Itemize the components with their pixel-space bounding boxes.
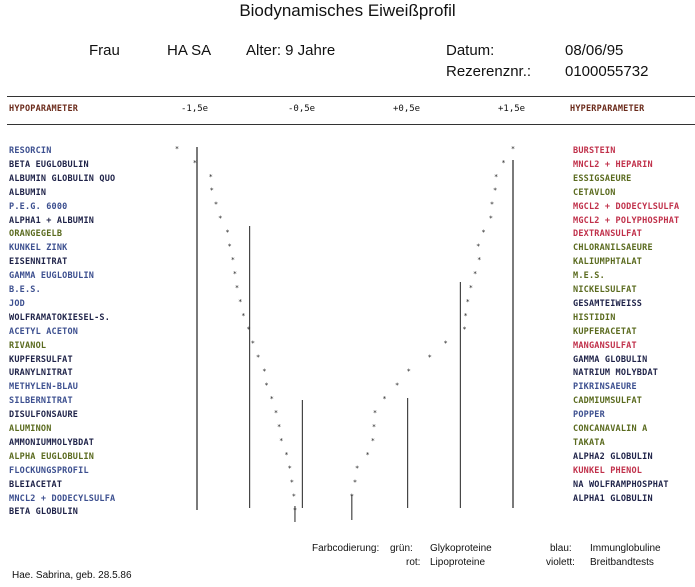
profile-point-right: * xyxy=(354,464,360,473)
hyperparameter-label: MNCL2 + HEPARIN xyxy=(573,159,653,170)
hypoparameter-label: METHYLEN-BLAU xyxy=(9,382,79,393)
profile-point-left: * xyxy=(225,228,230,237)
hypoparameter-label: DISULFONSAURE xyxy=(9,410,79,421)
hyperparameter-header: HYPERPARAMETER xyxy=(570,104,645,114)
hypoparameter-label: ALUMINON xyxy=(9,424,52,434)
profile-point-right: * xyxy=(365,450,370,459)
hyperparameter-label: NA WOLFRAMPHOSPHAT xyxy=(573,479,669,490)
profile-point-right: * xyxy=(494,172,499,181)
profile-point-left: * xyxy=(246,325,251,334)
profile-point-right: * xyxy=(492,186,498,195)
profile-point-right: * xyxy=(427,353,432,362)
hypoparameter-label: EISENNITRAT xyxy=(9,257,68,268)
hyperparameter-label: POPPER xyxy=(573,410,605,421)
hypoparameter-label: KUPFERSULFAT xyxy=(9,354,73,365)
hypoparameter-label: WOLFRAMATOKIESEL-S. xyxy=(9,312,111,323)
hypoparameter-label: KUNKEL ZINK xyxy=(9,243,68,254)
profile-point-right: * xyxy=(349,492,354,501)
hypoparameter-label: URANYLNITRAT xyxy=(9,368,73,379)
profile-point-left: * xyxy=(284,450,289,459)
profile-point-right: * xyxy=(472,270,478,279)
profile-point-left: * xyxy=(232,270,238,279)
hypoparameter-label: AMMONIUMMOLYBDAT xyxy=(9,437,95,448)
hyperparameter-label: ESSIGSAEURE xyxy=(573,173,632,184)
profile-point-right: * xyxy=(488,214,493,223)
profile-point-right: * xyxy=(476,242,481,251)
hypoparameter-label: BLEIACETAT xyxy=(9,479,63,490)
hypoparameter-label: ALBUMIN GLOBULIN QUO xyxy=(9,173,116,184)
profile-point-left: * xyxy=(292,506,298,515)
hyperparameter-label: CHLORANILSAEURE xyxy=(573,243,653,254)
legend-green-value: Glykoproteine xyxy=(430,543,492,554)
profile-point-left: * xyxy=(273,409,279,418)
hypoparameter-label: BETA EUGLOBULIN xyxy=(9,159,89,170)
profile-point-right: * xyxy=(501,158,506,167)
hyperparameter-label: DEXTRANSULFAT xyxy=(573,229,643,240)
hyperparameter-label: MGCL2 + POLYPHOSPHAT xyxy=(573,215,680,226)
profile-point-right: * xyxy=(465,297,470,306)
profile-point-left: * xyxy=(227,242,232,251)
patient-age: Alter: 9 Jahre xyxy=(246,42,336,59)
hyperparameter-label: KUPFERACETAT xyxy=(573,326,637,337)
profile-point-left: * xyxy=(174,145,180,153)
page-title: Biodynamisches Eiweißprofil xyxy=(239,1,456,20)
hyperparameter-label: CETAVLON xyxy=(573,187,616,198)
tick-label-plus-1-5: +1,5e xyxy=(498,104,526,114)
hypoparameter-label: MNCL2 + DODECYLSULFA xyxy=(9,493,116,504)
profile-point-right: * xyxy=(489,200,495,209)
date-value: 08/06/95 xyxy=(565,42,624,59)
legend-violet-key: violett: xyxy=(546,557,575,568)
profile-point-right: * xyxy=(382,395,387,404)
tick-label-minus-1-5: -1,5e xyxy=(181,104,209,114)
profile-point-left: * xyxy=(208,172,213,181)
hyperparameter-label: TAKATA xyxy=(573,437,605,448)
hypoparameter-label: ALPHA1 + ALBUMIN xyxy=(9,215,95,226)
footer-note: Hae. Sabrina, geb. 28.5.86 xyxy=(12,570,132,581)
hypoparameter-label: GAMMA EUGLOBULIN xyxy=(9,271,95,282)
profile-point-left: * xyxy=(289,478,294,487)
hypoparameter-label: B.E.S. xyxy=(9,285,41,295)
hypoparameter-label: P.E.G. 6000 xyxy=(9,201,68,212)
profile-point-left: * xyxy=(218,214,223,223)
reference-value: 0100055732 xyxy=(565,63,649,80)
hypoparameter-label: FLOCKUNGSPROFIL xyxy=(9,465,89,476)
hyperparameter-label: HISTIDIN xyxy=(573,312,616,323)
hyperparameter-label: GESAMTEIWEISS xyxy=(573,298,643,309)
profile-point-left: * xyxy=(291,492,297,501)
legend-green-key: grün: xyxy=(390,543,413,554)
profile-point-right: * xyxy=(463,311,468,320)
hyperparameter-label: GAMMA GLOBULIN xyxy=(573,354,648,365)
profile-point-left: * xyxy=(241,311,246,320)
profile-point-left: * xyxy=(255,353,261,362)
hyperparameter-label: NATRIUM MOLYBDAT xyxy=(573,368,659,379)
hypoparameter-label: JOD xyxy=(9,298,25,309)
hyperparameter-label: CADMIUMSULFAT xyxy=(573,396,643,407)
profile-point-right: * xyxy=(462,325,467,334)
date-label: Datum: xyxy=(446,42,495,59)
hyperparameter-label: ALPHA2 GLOBULIN xyxy=(573,451,653,462)
reference-label: Rezerenznr.: xyxy=(446,63,532,80)
hyperparameter-label: MANGANSULFAT xyxy=(573,340,637,351)
profile-point-right: * xyxy=(477,256,482,265)
hypoparameter-label: ACETYL ACETON xyxy=(9,326,79,337)
profile-point-left: * xyxy=(238,297,243,306)
patient-sex: Frau xyxy=(89,42,120,59)
hyperparameter-label: BURSTEIN xyxy=(573,146,616,156)
hyperparameter-label: ALPHA1 GLOBULIN xyxy=(573,493,653,504)
profile-point-right: * xyxy=(406,367,411,376)
hyperparameter-label: MGCL2 + DODECYLSULFA xyxy=(573,201,680,212)
hypoparameter-label: SILBERNITRAT xyxy=(9,396,73,407)
profile-point-left: * xyxy=(213,200,219,209)
hypoparameter-label: RESORCIN xyxy=(9,146,52,156)
tick-label-minus-0-5: -0,5e xyxy=(288,104,316,114)
profile-point-right: * xyxy=(510,145,516,153)
profile-point-right: * xyxy=(395,381,400,390)
profile-point-right: * xyxy=(372,409,378,418)
profile-point-left: * xyxy=(264,381,269,390)
hypoparameter-header: HYPOPARAMETER xyxy=(9,104,79,114)
hyperparameter-label: M.E.S. xyxy=(573,271,605,282)
profile-point-right: * xyxy=(443,339,448,348)
hypoparameter-label: ALPHA EUGLOBULIN xyxy=(9,451,95,462)
profile-point-right: * xyxy=(352,478,358,487)
profile-point-right: * xyxy=(481,228,486,237)
tick-label-plus-0-5: +0,5e xyxy=(393,104,421,114)
hyperparameter-label: PIKRINSAEURE xyxy=(573,382,637,393)
patient-code: HA SA xyxy=(167,42,212,59)
hypoparameter-label: ORANGEGELB xyxy=(9,229,63,240)
legend-violet-value: Breitbandtests xyxy=(590,557,654,568)
profile-point-left: * xyxy=(287,464,292,473)
profile-point-left: * xyxy=(277,423,282,431)
hyperparameter-label: KUNKEL PHENOL xyxy=(573,465,643,476)
hypoparameter-label: RIVANOL xyxy=(9,340,47,351)
profile-point-right: * xyxy=(370,436,376,445)
legend-red-key: rot: xyxy=(406,557,421,568)
profile-point-left: * xyxy=(192,158,198,167)
profile-point-left: * xyxy=(230,256,235,265)
profile-point-left: * xyxy=(279,436,284,445)
legend-prefix: Farbcodierung: xyxy=(312,543,380,554)
profile-point-left: * xyxy=(234,284,240,292)
profile-point-right: * xyxy=(468,284,473,292)
profile-point-left: * xyxy=(262,367,267,376)
hypoparameter-label: BETA GLOBULIN xyxy=(9,507,79,518)
profile-point-left: * xyxy=(269,395,274,404)
profile-point-right: * xyxy=(371,423,377,431)
hypoparameter-label: ALBUMIN xyxy=(9,187,47,198)
legend-blue-value: Immunglobuline xyxy=(590,543,661,554)
hyperparameter-label: KALIUMPHTALAT xyxy=(573,257,643,268)
profile-point-left: * xyxy=(209,186,214,195)
hyperparameter-label: NICKELSULFAT xyxy=(573,285,637,295)
legend-red-value: Lipoproteine xyxy=(430,557,486,568)
profile-point-left: * xyxy=(250,339,255,348)
legend-blue-key: blau: xyxy=(550,543,572,554)
hyperparameter-label: CONCANAVALIN A xyxy=(573,424,648,434)
